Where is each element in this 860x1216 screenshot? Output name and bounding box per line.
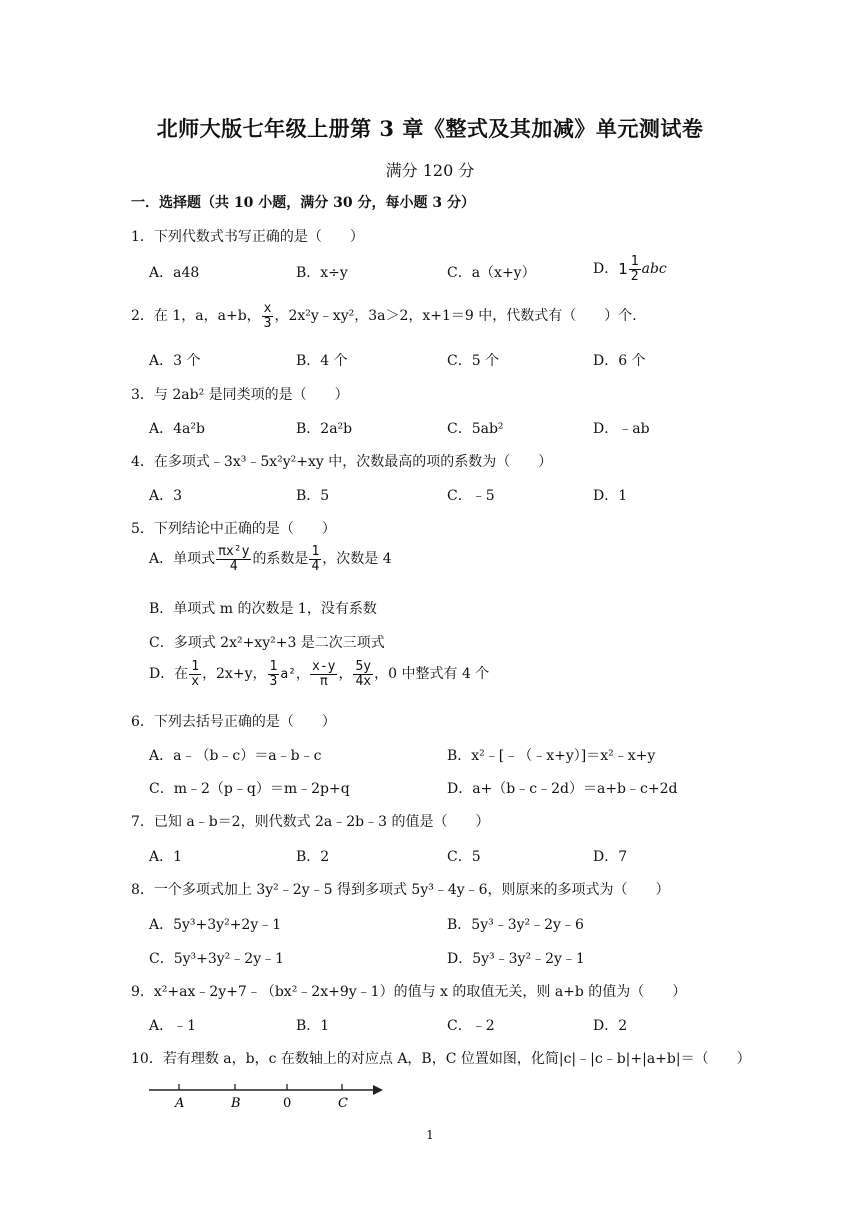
q8-option-a: A．5y³+3y²+2y﹣1 [149,917,282,933]
q5-d-num-3: x-y [312,659,336,674]
q8-option-b: B．5y³﹣3y²﹣2y﹣6 [447,917,584,933]
q1-option-c: C．a（x+y） [447,265,536,281]
q3-option-b: B．2a²b [296,421,353,437]
q5-d-fraction-1 [189,660,201,688]
question-1-stem: 1．下列代数式书写正确的是（ ） [131,229,364,245]
label-c: C [338,1096,348,1111]
q2-stem-a: 2．在 1，a，a+b， [131,308,261,325]
q4-option-a: A．3 [149,488,183,504]
q1-d-whole: 1 [618,260,628,279]
q1-option-a: A．a48 [149,265,200,281]
question-4-stem: 4．在多项式﹣3x³﹣5x²y²+xy 中，次数最高的项的系数为（ ） [131,454,553,470]
q2-option-b: B．4 个 [296,353,348,369]
q1-option-d [593,255,667,283]
question-2-stem [131,302,646,330]
q2-option-c: C．5 个 [447,353,500,369]
q5-a-text-3: ，次数是 4 [322,551,392,568]
q5-a-text-2: 的系数是 [252,551,309,568]
q5-d-fraction-3 [310,660,337,688]
label-zero: 0 [283,1096,292,1111]
q1-d-num: 1 [630,254,639,269]
page-subtitle: 满分 120 分 [385,161,475,180]
q5-option-a [149,545,392,573]
question-5-stem: 5．下列结论中正确的是（ ） [131,521,336,537]
question-3-stem: 3．与 2ab² 是同类项的是（ ） [131,387,349,403]
q7-option-c: C．5 [447,849,481,865]
q4-option-c: C．﹣5 [447,488,495,504]
q5-option-d [149,660,489,688]
q5-a-den-1: 4 [229,558,238,574]
label-a: A [175,1096,185,1111]
q5-d-text-5: ，0 中整式有 4 个 [374,666,490,683]
q4-option-b: B．5 [296,488,330,504]
q2-stem-b: ，2x²y﹣xy²，3a＞2，x+1＝9 中，代数式有（ ）个． [274,308,647,325]
q1-d-fraction [629,255,641,283]
q2-fraction [262,302,274,330]
q4-option-d: D．1 [593,488,628,504]
q5-a-num-1: πx²y [218,544,250,559]
q5-a-fraction-2 [309,545,321,573]
q5-d-den-1: x [191,673,200,689]
q2-frac-num: x [263,301,272,316]
q5-a-fraction-1 [216,545,251,573]
page-number: 1 [426,1128,434,1142]
q5-d-text-1: D．在 [149,666,189,683]
q9-option-b: B．1 [296,1018,330,1034]
q5-d-den-3: π [319,673,328,689]
q3-option-d: D．﹣ab [593,421,650,437]
q5-a-den-2: 4 [311,558,320,574]
q6-option-b: B．x²﹣[﹣（﹣x+y）]＝x²﹣x+y [447,748,656,764]
q5-d-text-3: a²， [280,667,309,683]
q5-a-num-2: 1 [311,544,320,559]
q2-option-a: A．3 个 [149,353,201,369]
q5-d-fraction-2 [268,660,280,688]
q8-option-d: D．5y³﹣3y²﹣2y﹣1 [447,951,585,967]
q7-option-d: D．7 [593,849,628,865]
q9-option-c: C．﹣2 [447,1018,495,1034]
q2-frac-den: 3 [263,315,272,331]
q5-d-den-2: 3 [269,673,278,689]
q1-d-den: 2 [630,268,639,284]
q5-a-text-1: A．单项式 [149,551,216,568]
q5-d-num-1: 1 [191,659,200,674]
q1-d-suffix: abc [641,261,667,278]
question-6-stem: 6．下列去括号正确的是（ ） [131,714,336,730]
question-8-stem: 8．一个多项式加上 3y²﹣2y﹣5 得到多项式 5y³﹣4y﹣6，则原来的多项式为（ ） [131,882,670,898]
question-9-stem: 9．x²+ax﹣2y+7﹣（bx²﹣2x+9y﹣1）的值与 x 的取值无关，则 a+b 的值为（ ） [131,984,687,1000]
q5-d-text-4: ， [338,666,353,683]
q7-option-a: A．1 [149,849,183,865]
q5-d-num-4: 5y [355,659,372,674]
number-line-arrow [373,1085,383,1095]
q5-option-c: C．多项式 2x²+xy²+3 是二次三项式 [149,635,385,651]
q1-option-b: B．x÷y [296,265,348,281]
q8-option-c: C．5y³+3y²﹣2y﹣1 [149,951,285,967]
question-7-stem: 7．已知 a﹣b＝2，则代数式 2a﹣2b﹣3 的值是（ ） [131,814,490,830]
q5-d-den-4: 4x [355,673,372,689]
q3-option-a: A．4a²b [149,421,205,437]
q6-option-d: D．a+（b﹣c﹣2d）＝a+b﹣c+2d [447,781,678,797]
q5-d-fraction-4 [353,660,373,688]
label-b: B [231,1096,241,1111]
page-title: 北师大版七年级上册第 3 章《整式及其加减》单元测试卷 [156,116,704,141]
q9-option-a: A．﹣1 [149,1018,197,1034]
q6-option-c: C．m﹣2（p﹣q）＝m﹣2p+q [149,781,350,797]
q1-d-prefix: D． [593,261,619,278]
q9-option-d: D．2 [593,1018,628,1034]
q5-d-text-2: ，2x+y， [202,666,267,683]
section-title: 一．选择题（共 10 小题，满分 30 分，每小题 3 分） [131,195,475,211]
q7-option-b: B．2 [296,849,330,865]
q6-option-a: A．a﹣（b﹣c）＝a﹣b﹣c [149,748,322,764]
q3-option-c: C．5ab² [447,421,504,437]
question-10-stem: 10．若有理数 a，b，c 在数轴上的对应点 A，B，C 位置如图，化简|c|﹣|c﹣b|+|a+b|＝（ ） [131,1051,751,1067]
q5-option-b: B．单项式 m 的次数是 1，没有系数 [149,601,377,617]
number-line-figure [145,1076,390,1112]
q2-option-d: D．6 个 [593,353,646,369]
q5-d-num-2: 1 [269,659,278,674]
